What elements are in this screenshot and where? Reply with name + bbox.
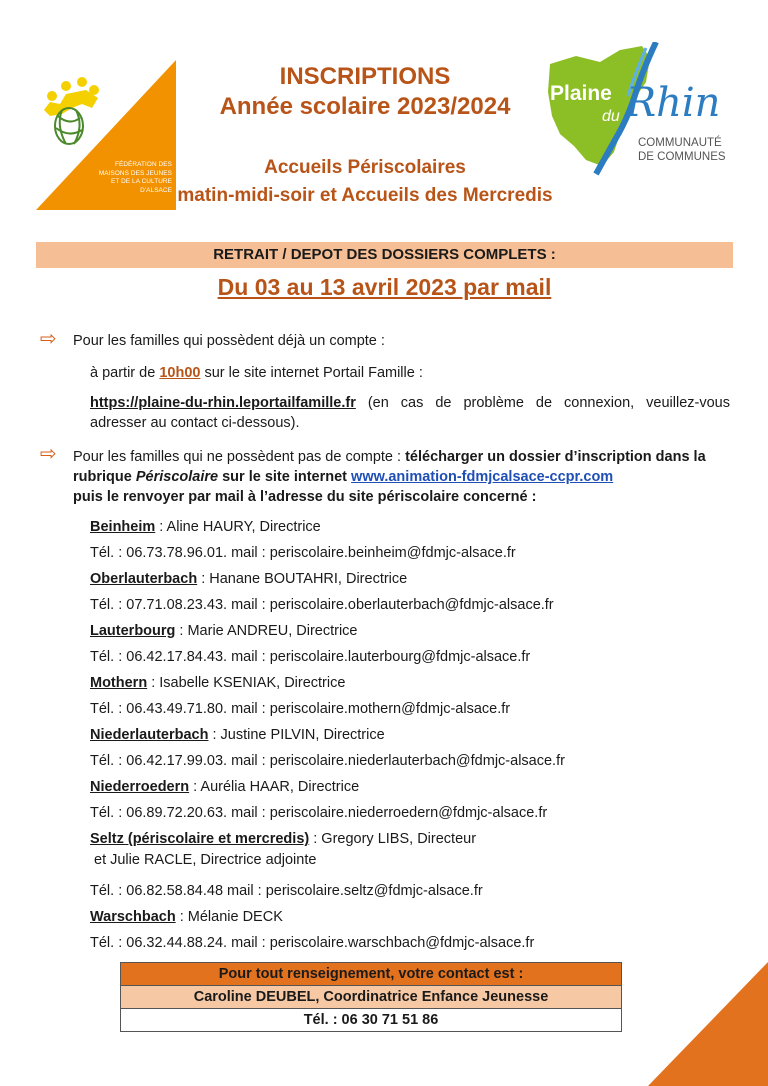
- logo-communaute-text: COMMUNAUTÉ DE COMMUNES: [638, 137, 726, 163]
- contact-box: [120, 962, 622, 1032]
- arrow-right-icon: ⇨: [40, 443, 57, 465]
- contact-heading: Pour tout renseignement, votre contact est :: [121, 963, 621, 985]
- section1-time-line: à partir de 10h00 sur le site internet Portail Famille :: [90, 365, 423, 381]
- deposit-dates: Du 03 au 13 avril 2023 par mail: [217, 274, 552, 300]
- site-tel-row: Tél. : 06.42.17.84.43. mail : periscolaire.lauterbourg@fdmjc-alsace.fr: [90, 649, 531, 665]
- plaine-du-rhin-logo: [546, 42, 742, 192]
- site-name-row: Niederlauterbach : Justine PILVIN, Directrice: [90, 727, 385, 743]
- section1-url-line: https://plaine-du-rhin.leportailfamille.fr (en cas de problème de connexion, veuillez-vous adresser au contact ci-dessous).: [90, 395, 730, 431]
- opening-time: 10h00: [159, 365, 201, 381]
- fdmjc-logo: [36, 60, 176, 210]
- site-tel-row: Tél. : 07.71.08.23.43. mail : periscolaire.oberlauterbach@fdmjc-alsace.fr: [90, 597, 554, 613]
- deposit-banner: RETRAIT / DEPOT DES DOSSIERS COMPLETS :: [36, 242, 733, 268]
- fdmjc-logo-text: FÉDÉRATION DES MAISONS DES JEUNES ET DE LA CULTURE D'ALSACE: [98, 161, 172, 194]
- subtitle-accueils: Accueils Périscolaires: [264, 157, 466, 178]
- site-name-row: Seltz (périscolaire et mercredis) : Gregory LIBS, Directeur: [90, 831, 477, 847]
- animation-site-link[interactable]: www.animation-fdmjcalsace-ccpr.com: [351, 469, 614, 485]
- contact-name: Caroline DEUBEL, Coordinatrice Enfance Jeunesse: [121, 985, 621, 1008]
- corner-triangle-decoration: [648, 962, 768, 1086]
- sites-list: [90, 517, 730, 959]
- site-tel-row: Tél. : 06.42.17.99.03. mail : periscolaire.niederlauterbach@fdmjc-alsace.fr: [90, 753, 565, 769]
- site-tel-row: Tél. : 06.82.58.84.48 mail : periscolaire.seltz@fdmjc-alsace.fr: [90, 883, 483, 899]
- site-tel-row: Tél. : 06.32.44.88.24. mail : periscolaire.warschbach@fdmjc-alsace.fr: [90, 935, 535, 951]
- logo-plaine-text: Plaine: [550, 82, 612, 105]
- site-name-row: Lauterbourg : Marie ANDREU, Directrice: [90, 623, 358, 639]
- site-tel-row: Tél. : 06.43.49.71.80. mail : periscolaire.mothern@fdmjc-alsace.fr: [90, 701, 511, 717]
- contact-phone: Tél. : 06 30 71 51 86: [121, 1008, 621, 1031]
- site-tel-row: Tél. : 06.89.72.20.63. mail : periscolaire.niederroedern@fdmjc-alsace.fr: [90, 805, 548, 821]
- site-name-row: Warschbach : Mélanie DECK: [90, 909, 283, 925]
- arrow-right-icon: ⇨: [40, 328, 57, 350]
- site-name-row: Beinheim : Aline HAURY, Directrice: [90, 519, 321, 535]
- subtitle-matin-midi-soir: matin-midi-soir et Accueils des Mercredis: [177, 185, 553, 206]
- site-name-row: Oberlauterbach : Hanane BOUTAHRI, Directrice: [90, 571, 408, 587]
- title-inscriptions: INSCRIPTIONS: [279, 63, 451, 90]
- title-school-year: Année scolaire 2023/2024: [219, 93, 511, 120]
- site-contact2-row: et Julie RACLE, Directrice adjointe: [94, 852, 317, 868]
- site-name-row: Mothern : Isabelle KSENIAK, Directrice: [90, 675, 346, 691]
- logo-du-text: du: [602, 108, 620, 125]
- section1-intro: Pour les familles qui possèdent déjà un compte :: [73, 333, 385, 349]
- section2-intro: Pour les familles qui ne possèdent pas de compte : télécharger un dossier d’inscription dans la rubrique Périscolaire sur le site internet www.animation-fdmjcalsace-ccpr.com puis le renvoyer par mail à l’adresse du site périscolaire concerné :: [73, 449, 706, 505]
- site-name-row: Niederroedern : Aurélia HAAR, Directrice: [90, 779, 360, 795]
- site-tel-row: Tél. : 06.73.78.96.01. mail : periscolaire.beinheim@fdmjc-alsace.fr: [90, 545, 516, 561]
- logo-rhin-text: Rhin: [626, 80, 721, 126]
- portail-famille-link[interactable]: https://plaine-du-rhin.leportailfamille.fr: [90, 395, 356, 411]
